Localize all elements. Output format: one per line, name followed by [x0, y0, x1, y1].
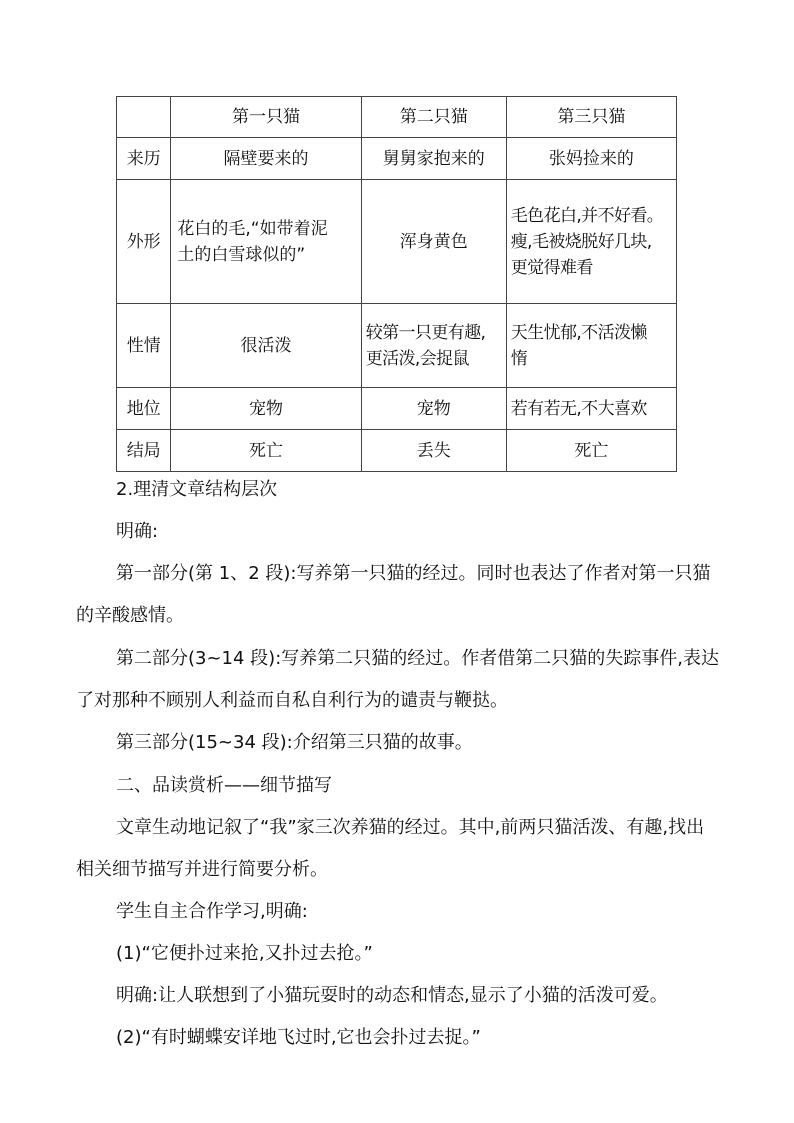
cell-ending-cat3: 死亡 — [506, 430, 676, 472]
cell-ending-cat2: 丢失 — [361, 430, 506, 472]
body-text — [76, 0, 718, 1123]
row-label-status: 地位 — [117, 388, 171, 430]
answer1-line: 明确:让人联想到了小猫玩耍时的动态和情态,显示了小猫的活泼可爱。 — [116, 985, 668, 1006]
cell-line: 较第一只更有趣, — [365, 322, 486, 343]
row-label-temperament: 性情 — [117, 304, 171, 388]
cell-origin-cat1: 隔壁要来的 — [171, 138, 361, 180]
part1-line1: 第一部分(第 1、2 段):写养第一只猫的经过。同时也表达了作者对第一只猫 — [116, 563, 711, 584]
cell-line: 花白的毛,“如带着泥 — [177, 218, 328, 239]
cell-line: 惰 — [510, 348, 528, 369]
row-label-ending: 结局 — [117, 430, 171, 472]
header-cat1: 第一只猫 — [171, 97, 361, 138]
cell-line: 更觉得难看 — [510, 257, 593, 278]
cell-status-cat1: 宠物 — [171, 388, 361, 430]
intro-line2: 相关细节描写并进行简要分析。 — [76, 859, 328, 880]
cell-status-cat2: 宠物 — [361, 388, 506, 430]
cell-origin-cat2: 舅舅家抱来的 — [361, 138, 506, 180]
part3-line: 第三部分(15~34 段):介绍第三只猫的故事。 — [116, 732, 473, 753]
cell-line: 毛色花白,并不好看。 — [510, 205, 664, 226]
heading-structure: 2.理清文章结构层次 — [116, 479, 278, 500]
cell-line: 浑身黄色 — [399, 231, 468, 252]
mingque-label: 明确: — [116, 521, 159, 542]
header-cat3: 第三只猫 — [506, 97, 676, 138]
cell-line: 天生忧郁,不活泼懒 — [510, 322, 647, 343]
cell-line: 更活泼,会捉鼠 — [365, 348, 469, 369]
row-label-origin: 来历 — [117, 138, 171, 180]
header-cat2: 第二只猫 — [361, 97, 506, 138]
cell-status-cat3: 若有若无,不大喜欢 — [506, 388, 676, 430]
cell-line: 很活泼 — [240, 335, 292, 356]
section-two-heading: 二、品读赏析——细节描写 — [116, 775, 332, 796]
intro-line1: 文章生动地记叙了“我”家三次养猫的经过。其中,前两只猫活泼、有趣,找出 — [116, 817, 705, 838]
cell-ending-cat1: 死亡 — [171, 430, 361, 472]
item2-quote: (2)“有时蝴蝶安详地飞过时,它也会扑过去捉。” — [116, 1027, 481, 1048]
part2-line1: 第二部分(3~14 段):写养第二只猫的经过。作者借第二只猫的失踪事件,表达 — [116, 648, 719, 669]
student-line: 学生自主合作学习,明确: — [116, 901, 308, 922]
row-label-appearance: 外形 — [117, 180, 171, 304]
part2-line2: 了对那种不顾别人利益而自私自利行为的谴责与鞭挞。 — [76, 690, 508, 711]
cell-origin-cat3: 张妈捡来的 — [506, 138, 676, 180]
part1-line2: 的辛酸感情。 — [76, 605, 184, 626]
item1-quote: (1)“它便扑过来抢,又扑过去抢。” — [116, 943, 373, 964]
cell-line: 土的白雪球似的” — [177, 244, 306, 265]
cell-line: 瘦,毛被烧脱好几块, — [510, 231, 652, 252]
